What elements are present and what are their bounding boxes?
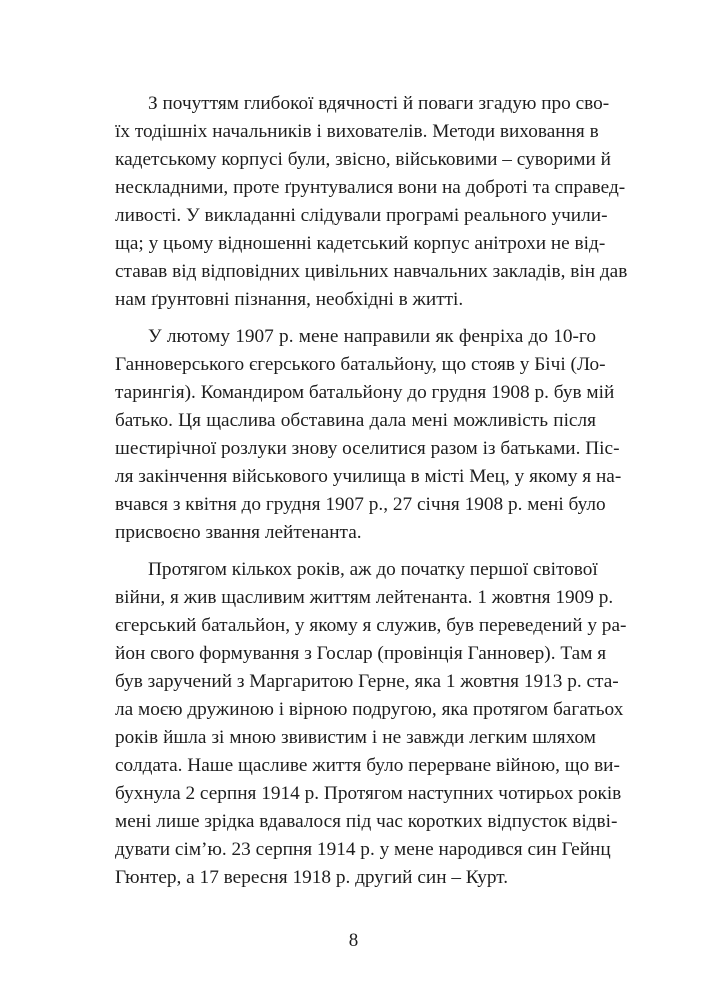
text-line: бухнула 2 серпня 1914 р. Протягом наступних чотирьох років bbox=[115, 783, 622, 804]
paragraph bbox=[115, 556, 627, 892]
text-line: єгерський батальйон, у якому я служив, був переведений у ра- bbox=[115, 615, 627, 636]
page-body bbox=[115, 90, 628, 901]
text-line: їх тодішніх начальників і вихователів. Методи виховання в bbox=[115, 121, 599, 142]
text-line: тарингія). Командиром батальйону до грудня 1908 р. був мій bbox=[115, 382, 615, 403]
text-line: мені лише зрідка вдавалося під час коротких відпусток відві- bbox=[115, 811, 618, 832]
text-line: вчався з квітня до грудня 1907 р., 27 січня 1908 р. мені було bbox=[115, 494, 606, 515]
page-number: 8 bbox=[348, 930, 359, 951]
text-line: нам ґрунтовні пізнання, необхідні в житті. bbox=[115, 289, 464, 310]
text-line: Протягом кількох років, аж до початку першої світової bbox=[148, 559, 598, 580]
text-line: кадетському корпусі були, звісно, військовими – суворими й bbox=[115, 149, 611, 170]
text-line: З почуттям глибокої вдячності й поваги згадую про сво- bbox=[148, 93, 610, 114]
text-line: дувати сім’ю. 23 серпня 1914 р. у мене народився син Гейнц bbox=[115, 839, 611, 860]
text-line: шестирічної розлуки знову оселитися разом із батьками. Піс- bbox=[115, 438, 620, 459]
text-line: ля закінчення військового училища в місті Мец, у якому я на- bbox=[115, 466, 622, 487]
text-line: ща; у цьому відношенні кадетський корпус анітрохи не від- bbox=[115, 233, 606, 254]
text-line: Гюнтер, а 17 вересня 1918 р. другий син – Курт. bbox=[115, 867, 509, 888]
text-line: солдата. Наше щасливе життя було перерване війною, що ви- bbox=[115, 755, 620, 776]
text-line: йон свого формування з Гослар (провінція Ганновер). Там я bbox=[115, 643, 607, 664]
text-line: ливості. У викладанні слідували програмі реального учили- bbox=[115, 205, 608, 226]
text-line: У лютому 1907 р. мене направили як фенріха до 10-го bbox=[148, 326, 596, 347]
text-line: війни, я жив щасливим життям лейтенанта. 1 жовтня 1909 р. bbox=[115, 587, 614, 608]
text-line: років йшла зі мною звивистим і не завжди легким шляхом bbox=[115, 727, 596, 748]
text-line: Ганноверського єгерського батальйону, що стояв у Бічі (Ло- bbox=[115, 354, 606, 375]
text-line: нескладними, проте ґрунтувалися вони на доброті та справед- bbox=[115, 177, 626, 198]
text-line: ставав від відповідних цивільних навчальних закладів, він дав bbox=[115, 261, 628, 282]
paragraph bbox=[115, 323, 622, 547]
text-line: присвоєно звання лейтенанта. bbox=[115, 522, 362, 543]
text-line: батько. Ця щаслива обставина дала мені можливість після bbox=[115, 410, 596, 431]
text-line: був заручений з Маргаритою Герне, яка 1 жовтня 1913 р. ста- bbox=[115, 671, 619, 692]
text-line: ла моєю дружиною і вірною подругою, яка протягом багатьох bbox=[115, 699, 624, 720]
paragraph bbox=[115, 90, 628, 314]
